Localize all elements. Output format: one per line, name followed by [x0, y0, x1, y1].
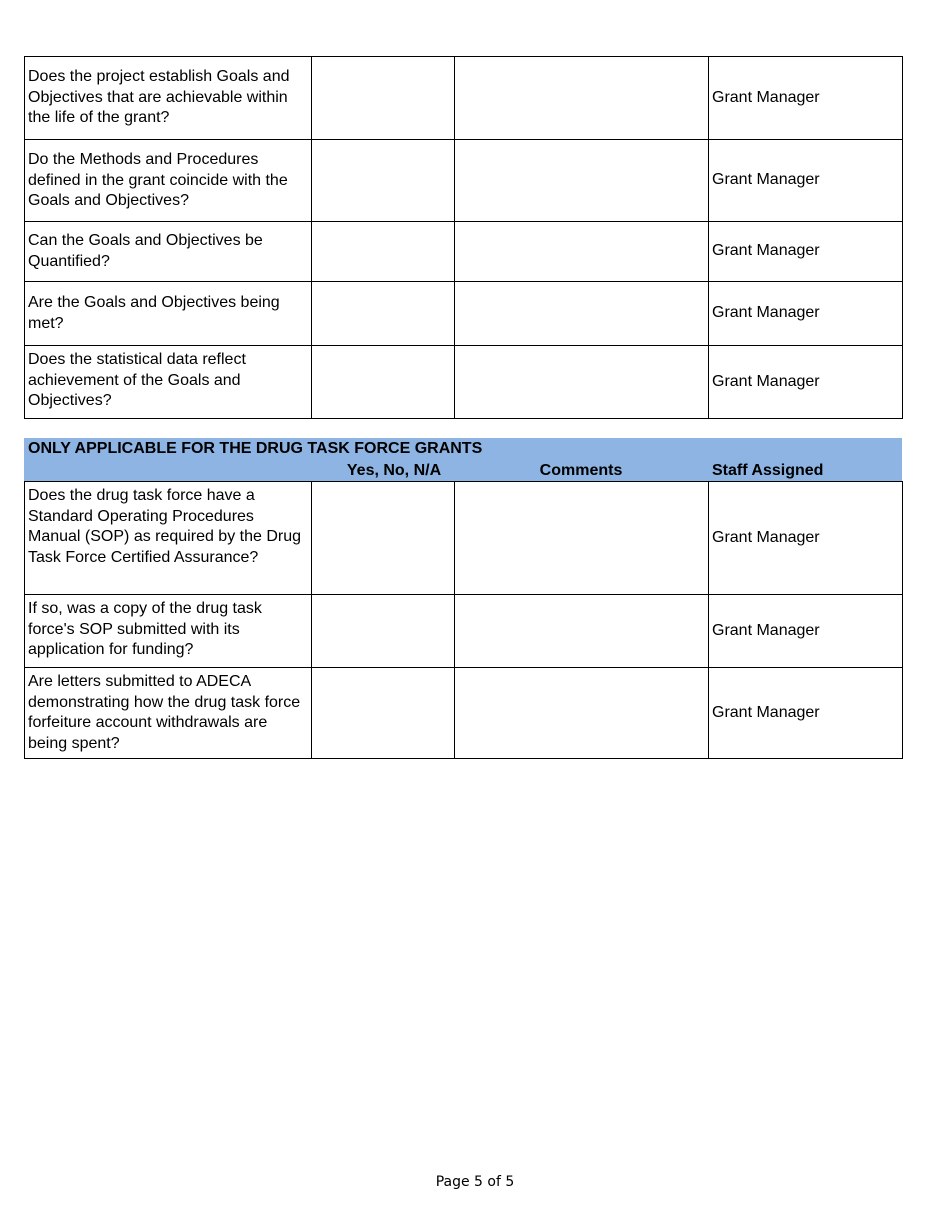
- staff-assigned-cell: Grant Manager: [709, 668, 903, 759]
- column-header-comments: Comments: [539, 462, 623, 479]
- staff-assigned-cell: Grant Manager: [709, 57, 903, 140]
- drug-task-force-section-header: [24, 438, 902, 481]
- question-cell: Do the Methods and Procedures defined in the grant coincide with the Goals and Objectives?: [25, 140, 312, 222]
- page-number: Page 5 of 5: [435, 1174, 515, 1190]
- table-row: [25, 482, 903, 595]
- staff-assigned-cell: Grant Manager: [709, 595, 903, 668]
- answer-cell[interactable]: [312, 346, 455, 419]
- table-row: [25, 140, 903, 222]
- answer-cell[interactable]: [312, 222, 455, 282]
- question-cell: Does the project establish Goals and Objectives that are achievable within the life of the grant?: [25, 57, 312, 140]
- comments-cell[interactable]: [455, 595, 709, 668]
- answer-cell[interactable]: [312, 140, 455, 222]
- comments-cell[interactable]: [455, 57, 709, 140]
- table-row: [25, 282, 903, 346]
- question-cell: Does the statistical data reflect achievement of the Goals and Objectives?: [25, 346, 312, 419]
- staff-assigned-cell: Grant Manager: [709, 140, 903, 222]
- review-checklist-table: [24, 56, 903, 419]
- question-cell: Are the Goals and Objectives being met?: [25, 282, 312, 346]
- table-row: [25, 57, 903, 140]
- staff-assigned-cell: Grant Manager: [709, 282, 903, 346]
- staff-assigned-cell: Grant Manager: [709, 222, 903, 282]
- column-header-staff-assigned: Staff Assigned: [712, 462, 824, 479]
- question-cell: If so, was a copy of the drug task force's SOP submitted with its application for funding?: [25, 595, 312, 668]
- comments-cell[interactable]: [455, 668, 709, 759]
- answer-cell[interactable]: [312, 482, 455, 595]
- table-row: [25, 595, 903, 668]
- comments-cell[interactable]: [455, 222, 709, 282]
- drug-task-force-table: [24, 481, 903, 759]
- comments-cell[interactable]: [455, 482, 709, 595]
- section-title: ONLY APPLICABLE FOR THE DRUG TASK FORCE GRANTS: [28, 440, 483, 457]
- question-cell: Can the Goals and Objectives be Quantified?: [25, 222, 312, 282]
- answer-cell[interactable]: [312, 57, 455, 140]
- table-row: [25, 668, 903, 759]
- staff-assigned-cell: Grant Manager: [709, 346, 903, 419]
- comments-cell[interactable]: [455, 140, 709, 222]
- table-row: [25, 346, 903, 419]
- question-cell: Are letters submitted to ADECA demonstrating how the drug task force forfeiture account withdrawals are being spent?: [25, 668, 312, 759]
- staff-assigned-cell: Grant Manager: [709, 482, 903, 595]
- question-cell: Does the drug task force have a Standard Operating Procedures Manual (SOP) as required by the Drug Task Force Certified Assurance?: [25, 482, 312, 595]
- comments-cell[interactable]: [455, 346, 709, 419]
- column-header-yes-no-na: Yes, No, N/A: [346, 462, 442, 479]
- table-row: [25, 222, 903, 282]
- comments-cell[interactable]: [455, 282, 709, 346]
- answer-cell[interactable]: [312, 668, 455, 759]
- answer-cell[interactable]: [312, 595, 455, 668]
- answer-cell[interactable]: [312, 282, 455, 346]
